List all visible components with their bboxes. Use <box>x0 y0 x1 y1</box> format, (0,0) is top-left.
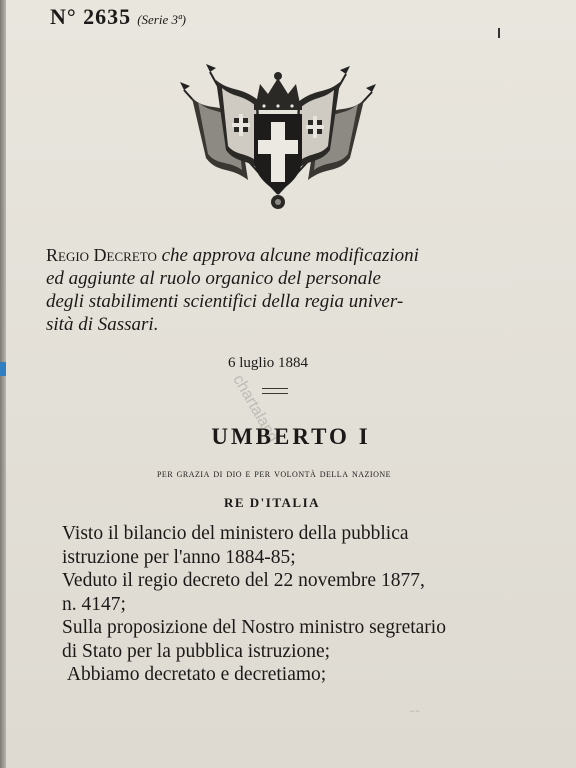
paragraph-decretiamo <box>62 663 502 687</box>
title-line-1: che approva alcune modificazioni <box>156 245 419 266</box>
savoy-coat-of-arms-icon <box>178 62 378 222</box>
watermark: chartaland <box>229 372 282 446</box>
decree-title <box>46 244 526 336</box>
king-title: RE D'ITALIA <box>223 495 321 510</box>
separator-rule <box>262 388 288 394</box>
decree-body <box>62 522 502 687</box>
paragraph-line: Veduto il regio decreto del 22 novembre 1877, <box>62 570 425 591</box>
paragraph-line: istruzione per l'anno 1884-85; <box>62 546 296 568</box>
paragraph-line: di Stato per la pubblica istruzione; <box>62 640 331 662</box>
paragraph-proposizione <box>62 616 502 663</box>
title-line-4: sità di Sassari. <box>46 314 159 335</box>
series-label: (Serie 3ª) <box>137 12 186 27</box>
paragraph-line: Sulla proposizione del Nostro ministro segretario <box>62 617 446 638</box>
decree-number <box>50 4 186 30</box>
paragraph-visto <box>62 522 502 569</box>
grace-formula: per grazia di dio e per volontà della nazione <box>156 466 392 480</box>
title-lead: Regio Decreto <box>46 245 157 265</box>
king-name: UMBERTO I <box>211 424 371 449</box>
faint-pencil-mark: ~ ~ <box>410 708 420 716</box>
paragraph-line: Visto il bilancio del ministero della pubblica <box>62 523 409 544</box>
paragraph-line: n. 4147; <box>62 593 126 615</box>
title-line-3: degli stabilimenti scientifici della regia univer- <box>46 291 404 312</box>
document-page <box>6 0 576 768</box>
decree-date: 6 luglio 1884 <box>228 355 309 371</box>
ink-mark <box>498 28 500 38</box>
paragraph-veduto <box>62 569 502 616</box>
paragraph-line: Abbiamo decretato e decretiamo; <box>66 664 327 685</box>
title-line-2: ed aggiunte al ruolo organico del personale <box>46 268 381 289</box>
decree-number-text: N° 2635 <box>50 4 132 29</box>
